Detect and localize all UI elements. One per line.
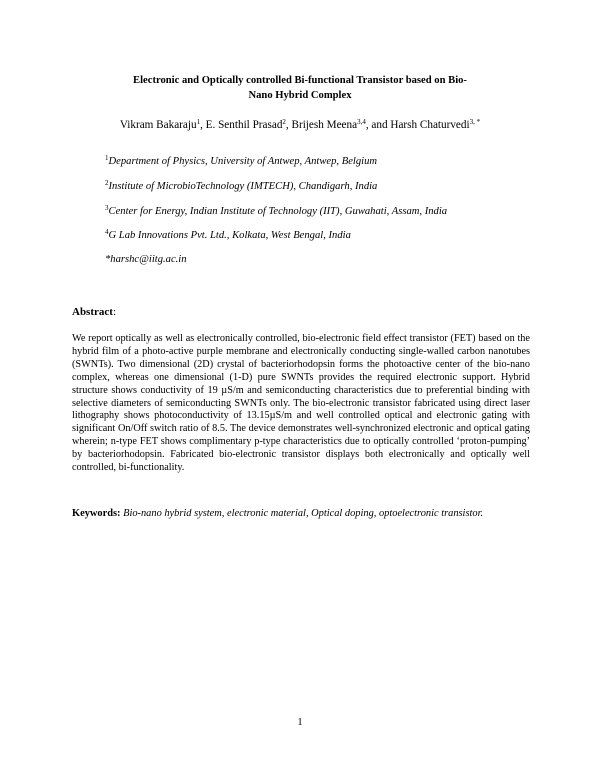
keywords-text: Bio-nano hybrid system, electronic material, Optical doping, optoelectronic transistor.: [123, 508, 484, 519]
affiliation-mark: 2: [105, 179, 109, 187]
author-name: E. Senthil Prasad: [205, 119, 283, 131]
affiliation-mark: 3: [105, 204, 109, 212]
abstract-heading-colon: :: [112, 306, 116, 318]
affiliation-text: Institute of MicrobioTechnology (IMTECH), Chandigarh, India: [108, 181, 378, 192]
paper-title: [110, 73, 490, 103]
affiliation-text: G Lab Innovations Pvt. Ltd., Kolkata, West Bengal, India: [108, 230, 351, 241]
affiliation-2: [105, 180, 377, 194]
keywords: [72, 507, 530, 520]
author-separator: , and: [365, 119, 391, 131]
abstract-heading-label: Abstract: [72, 306, 113, 318]
abstract-body: We report optically as well as electronically controlled, bio-electronic field effect transistor (FET) based on the hybrid film of a photo-active purple membrane and electronically conducting single-walled carbon nanotubes (SWNTs). Two dimensional (2D) crystal of bacteriorhodopsin forms the photoactive center of the bio-nano complex, whereas one dimensional (1-D) pure SWNTs provides the required electronic support. Hybrid structure shows conductivity of 19 µS/m and semiconducting characteristics due to preferential binding with selective diameters of semiconducting SWNTs only. The bio-electronic transistor fabricated using direct laser lithography shows photoconductivity of 13.15µS/m and well controlled optical and electronic gating with significant On/Off switch ratio of 8.5. The device demonstrates well-synchronized electronic and optical gating wherein; n-type FET shows complimentary p-type characteristics due to optically controlled ‘proton-pumping’ by bacteriorhodopsin. Fabricated bio-electronic transistor displays both electronically and optically well controlled, bi-functionality.: [72, 333, 530, 474]
affiliation-3: [105, 205, 447, 219]
author-separator: ,: [285, 119, 292, 131]
corresponding-email[interactable]: [105, 253, 187, 267]
author-name: Harsh Chaturvedi: [390, 119, 470, 131]
affiliation-4: [105, 229, 351, 243]
affiliation-mark: 4: [105, 228, 109, 236]
abstract-heading: [72, 305, 116, 319]
author-affiliation-mark: 3,4: [357, 118, 366, 126]
author-name: Vikram Bakaraju: [119, 119, 197, 131]
keywords-label: Keywords:: [72, 508, 121, 519]
email-text[interactable]: *harshc@iitg.ac.in: [105, 254, 187, 265]
author-name: Brijesh Meena: [291, 119, 358, 131]
author-affiliation-mark: 2: [282, 118, 286, 126]
page-number: 1: [297, 717, 303, 728]
author-affiliation-mark: 1: [196, 118, 201, 126]
author-affiliation-mark: 3, *: [469, 118, 481, 126]
affiliation-1: [105, 155, 377, 169]
affiliation-text: Department of Physics, University of Antwep, Antwep, Belgium: [108, 156, 378, 167]
title-line-1: Electronic and Optically controlled Bi-functional Transistor based on Bio-: [133, 75, 467, 86]
author-separator: ,: [200, 119, 206, 131]
affiliation-text: Center for Energy, Indian Institute of Technology (IIT), Guwahati, Assam, India: [108, 206, 448, 217]
affiliation-mark: 1: [105, 154, 109, 162]
title-line-2: Nano Hybrid Complex: [248, 90, 352, 101]
author-list: [60, 118, 540, 132]
